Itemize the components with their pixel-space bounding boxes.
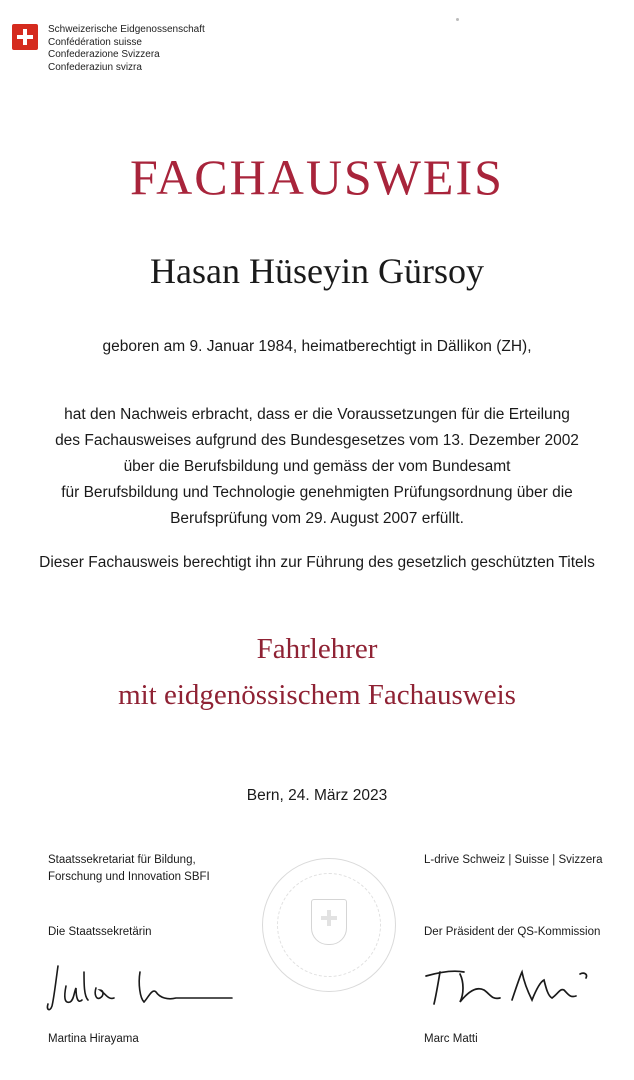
seal-shield	[311, 899, 347, 945]
holder-name: Hasan Hüseyin Gürsoy	[150, 251, 484, 291]
federal-seal-icon	[262, 858, 396, 992]
place-date: Bern, 24. März 2023	[246, 787, 388, 804]
profession-line-1: Fahrlehrer	[256, 633, 378, 665]
federation-name-de: Schweizerische Eidgenossenschaft	[48, 24, 205, 35]
federation-name-it: Confederazione Svizzera	[48, 49, 160, 60]
birth-line: geboren am 9. Januar 1984, heimatberechtigt in Dällikon (ZH),	[102, 338, 532, 355]
federation-name-fr: Confédération suisse	[48, 36, 142, 48]
profession-line-2: mit eidgenössischem Fachausweis	[118, 679, 516, 711]
right-signature	[420, 960, 600, 1010]
certificate-title: FACHAUSWEIS	[130, 149, 504, 205]
header	[12, 24, 205, 74]
left-role: Die Staatssekretärin	[48, 926, 152, 938]
body-line: hat den Nachweis erbracht, dass er die Voraussetzungen für die Erteilung	[64, 406, 570, 423]
federation-names	[48, 24, 205, 74]
body-line: des Fachausweises aufgrund des Bundesgesetzes vom 13. Dezember 2002	[55, 432, 579, 449]
federation-name-rm: Confederaziun svizra	[48, 61, 142, 73]
body-line: Berufsprüfung vom 29. August 2007 erfüllt.	[170, 510, 464, 527]
speck	[456, 18, 459, 21]
profession-title	[0, 626, 634, 718]
right-role: Der Präsident der QS-Kommission	[424, 926, 601, 938]
left-signature	[44, 958, 244, 1016]
left-org-line-2: Forschung und Innovation SBFI	[48, 871, 210, 883]
body-text	[0, 402, 634, 532]
entitlement-text: Dieser Fachausweis berechtigt ihn zur Führung des gesetzlich geschützten Titels	[39, 554, 595, 571]
right-org-line-1: L-drive Schweiz | Suisse | Svizzera	[424, 854, 603, 866]
left-signatory-name: Martina Hirayama	[48, 1033, 139, 1045]
body-line: über die Berufsbildung und gemäss der vom Bundesamt	[123, 458, 511, 475]
swiss-cross-icon	[12, 24, 38, 50]
left-organization	[48, 852, 210, 886]
right-signatory-name: Marc Matti	[424, 1033, 478, 1045]
left-org-line-1: Staatssekretariat für Bildung,	[48, 854, 196, 866]
body-line: für Berufsbildung und Technologie genehmigten Prüfungsordnung über die	[61, 484, 573, 501]
